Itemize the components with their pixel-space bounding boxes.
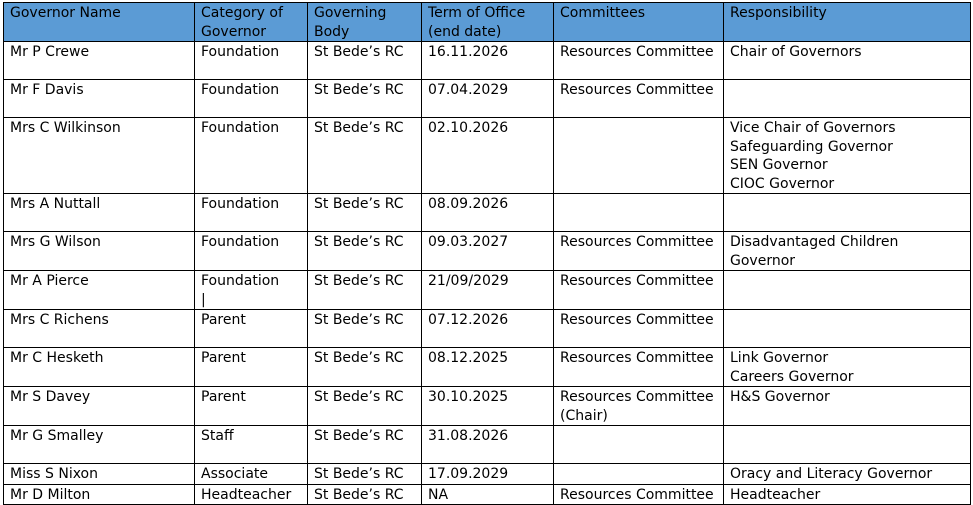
cell-category (195, 464, 308, 485)
cell-term-end (422, 464, 554, 485)
cell-governing-body (308, 310, 422, 348)
cell-text-line: 02.10.2026 (428, 120, 509, 136)
cell-text-line: Foundation (201, 196, 280, 212)
cell-term-end (422, 271, 554, 310)
cell-term-end (422, 348, 554, 387)
cell-governor-name (4, 232, 195, 271)
cell-term-end (422, 426, 554, 464)
cell-committees (554, 271, 724, 310)
cell-term-end (422, 387, 554, 426)
cell-governor-name (4, 118, 195, 194)
header-text-line: Governor Name (10, 5, 121, 21)
cell-text-line: St Bede’s RC (314, 466, 404, 482)
cell-text-line: Mr C Hesketh (10, 350, 104, 366)
cell-text-line: Mr G Smalley (10, 428, 104, 444)
cell-governing-body (308, 348, 422, 387)
cell-category (195, 348, 308, 387)
cell-text-line: SEN Governor (730, 157, 828, 173)
cell-category (195, 387, 308, 426)
table-row (4, 118, 971, 194)
cell-responsibility (724, 118, 971, 194)
cell-text-line: St Bede’s RC (314, 486, 404, 503)
cell-category (195, 42, 308, 80)
cell-text-line: 07.04.2029 (428, 82, 509, 98)
cell-category (195, 426, 308, 464)
cell-term-end (422, 80, 554, 118)
cell-text-line: Headteacher (730, 486, 821, 503)
cell-text-line: Headteacher (201, 486, 292, 503)
cell-text-line: Foundation (201, 44, 280, 60)
cell-committees (554, 426, 724, 464)
cell-responsibility (724, 310, 971, 348)
cell-committees (554, 194, 724, 232)
cell-category (195, 118, 308, 194)
cell-governing-body (308, 271, 422, 310)
cell-committees (554, 484, 724, 505)
cell-text-line: Staff (201, 428, 234, 444)
header-text-line: Committees (560, 5, 646, 21)
cell-governing-body (308, 80, 422, 118)
table-row (4, 484, 971, 505)
table-row (4, 348, 971, 387)
cell-text-line: Foundation (201, 273, 280, 289)
cell-responsibility (724, 271, 971, 310)
cell-committees (554, 232, 724, 271)
cell-text-line: Mrs A Nuttall (10, 196, 101, 212)
cell-category (195, 194, 308, 232)
cell-text-line: 09.03.2027 (428, 234, 509, 250)
cell-committees (554, 80, 724, 118)
cell-text-line: Resources Committee (560, 273, 714, 289)
cell-text-line: 16.11.2026 (428, 44, 509, 60)
cell-responsibility (724, 426, 971, 464)
cell-term-end (422, 194, 554, 232)
cell-category (195, 80, 308, 118)
cell-governor-name (4, 464, 195, 485)
cell-responsibility (724, 194, 971, 232)
header-text-line: Governing (314, 5, 387, 21)
cell-text-line: St Bede’s RC (314, 234, 404, 250)
header-text-line: Governor (201, 23, 267, 40)
cell-committees (554, 118, 724, 194)
cell-category (195, 232, 308, 271)
cell-text-line: St Bede’s RC (314, 428, 404, 444)
cell-text-line: 30.10.2025 (428, 389, 509, 405)
table-row (4, 464, 971, 485)
cell-text-line: Chair of Governors (730, 44, 862, 60)
cell-governor-name (4, 348, 195, 387)
cell-governing-body (308, 42, 422, 80)
cell-committees (554, 348, 724, 387)
cell-text-line: 08.09.2026 (428, 196, 509, 212)
cell-text-line: | (201, 291, 206, 308)
cell-text-line: Mrs C Wilkinson (10, 120, 121, 136)
cell-governor-name (4, 194, 195, 232)
table-row (4, 387, 971, 426)
cell-governor-name (4, 271, 195, 310)
cell-text-line: St Bede’s RC (314, 82, 404, 98)
cell-text-line: Resources Committee (560, 234, 714, 250)
cell-text-line: Parent (201, 350, 246, 366)
cell-text-line: St Bede’s RC (314, 44, 404, 60)
cell-governing-body (308, 426, 422, 464)
cell-term-end (422, 310, 554, 348)
table-row (4, 80, 971, 118)
cell-term-end (422, 232, 554, 271)
table-row (4, 426, 971, 464)
cell-text-line: Associate (201, 466, 268, 482)
header-text-line: Responsibility (730, 5, 827, 21)
cell-text-line: (Chair) (560, 407, 608, 424)
cell-text-line: Safeguarding Governor (730, 138, 893, 155)
cell-category (195, 484, 308, 505)
cell-text-line: Mr D Milton (10, 486, 91, 503)
cell-governing-body (308, 387, 422, 426)
cell-governing-body (308, 484, 422, 505)
cell-text-line: Mr S Davey (10, 389, 91, 405)
cell-responsibility (724, 387, 971, 426)
header-text-line: Term of Office (428, 5, 526, 21)
cell-text-line: Link Governor (730, 350, 829, 366)
cell-text-line: 17.09.2029 (428, 466, 509, 482)
cell-text-line: St Bede’s RC (314, 350, 404, 366)
cell-committees (554, 42, 724, 80)
cell-text-line: Disadvantaged Children (730, 234, 899, 250)
cell-responsibility (724, 80, 971, 118)
cell-responsibility (724, 42, 971, 80)
cell-text-line: 07.12.2026 (428, 312, 509, 328)
header-text-line: Body (314, 23, 350, 40)
cell-governor-name (4, 484, 195, 505)
cell-text-line: Resources Committee (560, 350, 714, 366)
cell-text-line: Mr P Crewe (10, 44, 90, 60)
table-row (4, 310, 971, 348)
cell-text-line: Foundation (201, 120, 280, 136)
cell-category (195, 271, 308, 310)
header-responsibility (724, 3, 971, 42)
cell-text-line: Mr F Davis (10, 82, 84, 98)
cell-text-line: Mr A Pierce (10, 273, 89, 289)
cell-responsibility (724, 464, 971, 485)
cell-text-line: 21/09/2029 (428, 273, 509, 289)
cell-text-line: Mrs G Wilson (10, 234, 101, 250)
cell-committees (554, 464, 724, 485)
table-row (4, 232, 971, 271)
cell-text-line: Parent (201, 389, 246, 405)
cell-text-line: St Bede’s RC (314, 196, 404, 212)
cell-committees (554, 310, 724, 348)
cell-text-line: Careers Governor (730, 368, 854, 385)
cell-text-line: Foundation (201, 82, 280, 98)
cell-category (195, 310, 308, 348)
cell-text-line: Resources Committee (560, 82, 714, 98)
cell-governing-body (308, 232, 422, 271)
governors-table (3, 2, 971, 505)
cell-text-line: Governor (730, 252, 796, 269)
cell-committees (554, 387, 724, 426)
header-governing-body (308, 3, 422, 42)
cell-term-end (422, 118, 554, 194)
cell-text-line: Resources Committee (560, 312, 714, 328)
cell-text-line: Miss S Nixon (10, 466, 98, 482)
header-committees (554, 3, 724, 42)
cell-responsibility (724, 484, 971, 505)
header-term-of-office (422, 3, 554, 42)
cell-governor-name (4, 42, 195, 80)
cell-text-line: Resources Committee (560, 389, 714, 405)
cell-text-line: CIOC Governor (730, 175, 835, 192)
header-row (4, 3, 971, 42)
cell-term-end (422, 484, 554, 505)
header-text-line: Category of (201, 5, 283, 21)
cell-text-line: Resources Committee (560, 486, 714, 503)
table-row (4, 271, 971, 310)
header-governor-name (4, 3, 195, 42)
cell-text-line: Vice Chair of Governors (730, 120, 896, 136)
cell-text-line: St Bede’s RC (314, 273, 404, 289)
cell-text-line: Resources Committee (560, 44, 714, 60)
cell-text-line: Oracy and Literacy Governor (730, 466, 933, 482)
cell-governor-name (4, 80, 195, 118)
cell-governing-body (308, 464, 422, 485)
cell-governor-name (4, 426, 195, 464)
table-row (4, 42, 971, 80)
cell-governor-name (4, 310, 195, 348)
table-row (4, 194, 971, 232)
cell-text-line: St Bede’s RC (314, 312, 404, 328)
cell-governor-name (4, 387, 195, 426)
header-text-line: (end date) (428, 23, 502, 40)
cell-text-line: Parent (201, 312, 246, 328)
cell-text-line: NA (428, 486, 449, 503)
cell-text-line: Mrs C Richens (10, 312, 109, 328)
cell-governing-body (308, 118, 422, 194)
header-category (195, 3, 308, 42)
cell-responsibility (724, 348, 971, 387)
table-body (4, 42, 971, 505)
cell-text-line: 31.08.2026 (428, 428, 509, 444)
cell-text-line: St Bede’s RC (314, 389, 404, 405)
cell-text-line: St Bede’s RC (314, 120, 404, 136)
cell-text-line: H&S Governor (730, 389, 830, 405)
cell-term-end (422, 42, 554, 80)
cell-text-line: 08.12.2025 (428, 350, 509, 366)
cell-responsibility (724, 232, 971, 271)
cell-text-line: Foundation (201, 234, 280, 250)
cell-governing-body (308, 194, 422, 232)
